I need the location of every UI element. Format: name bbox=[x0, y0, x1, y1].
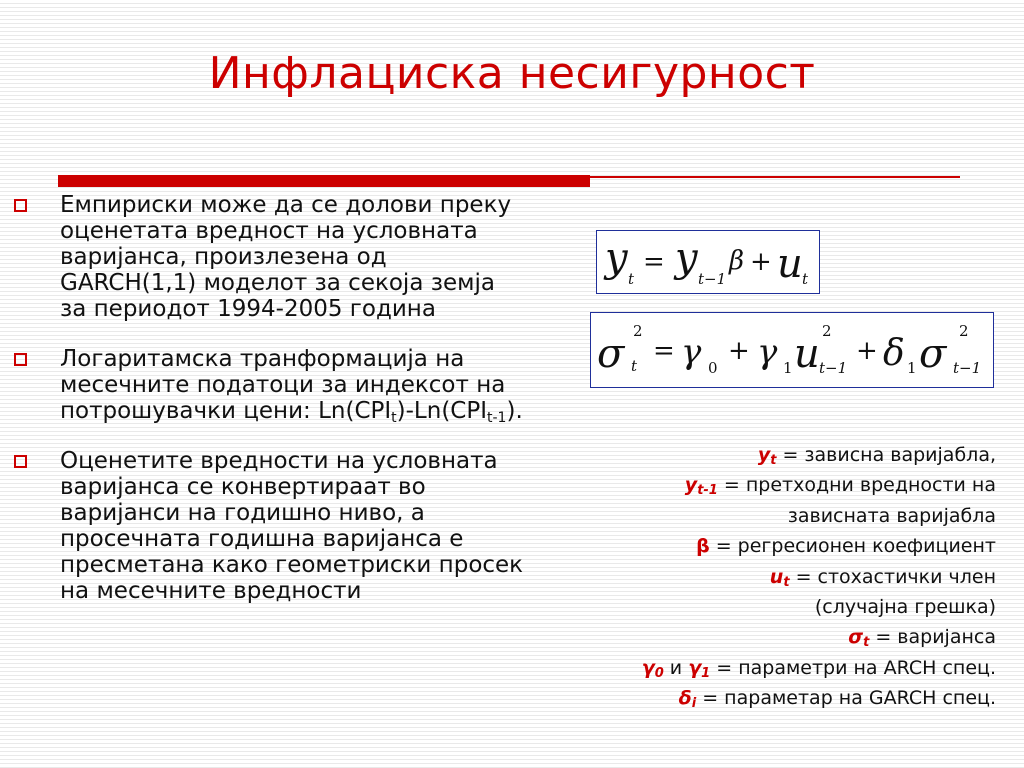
eq-symbol: y bbox=[605, 235, 628, 281]
eq-subscript: t−1 bbox=[819, 359, 848, 377]
legend-symbol-sub: t bbox=[863, 635, 870, 651]
legend-symbol bbox=[642, 657, 664, 679]
eq-subscript: t bbox=[631, 357, 638, 375]
eq-subscript: 0 bbox=[708, 359, 718, 377]
legend-desc: (случајна грешка) bbox=[814, 596, 996, 619]
symbol-legend bbox=[536, 440, 996, 714]
legend-row-continuation bbox=[536, 501, 996, 531]
legend-symbol-sub: t-1 bbox=[697, 483, 718, 499]
eq-symbol: γ bbox=[757, 332, 778, 372]
eq-symbol: u bbox=[794, 331, 820, 377]
eq-symbol: σ bbox=[597, 331, 625, 377]
legend-row-continuation bbox=[536, 592, 996, 622]
eq-subscript: 1 bbox=[783, 359, 793, 377]
legend-row-ut bbox=[536, 562, 996, 592]
legend-symbol-text: u bbox=[769, 565, 784, 588]
title-underline-thick bbox=[58, 175, 590, 187]
eq-operator: = bbox=[643, 247, 665, 277]
legend-symbol-sub: t bbox=[770, 453, 777, 468]
legend-symbol bbox=[758, 444, 777, 466]
eq-subscript: t−1 bbox=[698, 270, 727, 288]
legend-symbol: β bbox=[696, 535, 710, 558]
legend-symbol-sub: 1 bbox=[701, 665, 711, 681]
eq-operator: = bbox=[653, 336, 675, 366]
legend-symbol-text: y bbox=[757, 444, 771, 466]
bullet-text-part: Логаритамска транформација на месечните податоци за индексот на потрошувачки цени: Ln(CPI bbox=[60, 346, 506, 424]
eq-symbol: γ bbox=[681, 332, 702, 372]
legend-symbol-sub: i bbox=[691, 696, 697, 712]
bullet-list bbox=[14, 192, 524, 604]
variance-equation bbox=[591, 313, 993, 387]
bullet-text: Емпириски може да се долови преку оценетата вредност на условната варијанса, произлезена од GARCH(1,1) моделот за секоја земја за периодот 1994-2005 година bbox=[60, 192, 512, 322]
mean-equation bbox=[597, 231, 819, 293]
legend-row-yt bbox=[536, 440, 996, 470]
square-bullet-icon bbox=[14, 353, 27, 366]
legend-desc: зависната варијабла bbox=[787, 504, 996, 527]
eq-superscript: 2 bbox=[822, 322, 832, 340]
variance-equation-box bbox=[590, 312, 994, 388]
legend-symbol bbox=[770, 566, 790, 588]
legend-symbol-sub: t bbox=[783, 574, 790, 590]
eq-subscript: 1 bbox=[907, 359, 917, 377]
eq-symbol: β bbox=[729, 246, 745, 276]
legend-desc: = варијанса bbox=[869, 626, 996, 649]
bullet-item-annual-variance bbox=[14, 448, 524, 604]
eq-operator: + bbox=[750, 247, 772, 277]
title-underline-thin bbox=[590, 176, 960, 178]
eq-symbol: y bbox=[675, 235, 698, 281]
eq-subscript: t−1 bbox=[953, 359, 982, 377]
subscript: t bbox=[391, 410, 397, 426]
legend-symbol-sub: 0 bbox=[654, 665, 664, 681]
eq-superscript: 2 bbox=[633, 322, 643, 340]
bullet-item-log-transform bbox=[14, 346, 524, 424]
legend-desc: = регресионен коефициент bbox=[709, 535, 996, 558]
legend-row-delta bbox=[536, 683, 996, 713]
eq-subscript: t bbox=[802, 270, 809, 288]
eq-symbol: u bbox=[777, 241, 803, 287]
square-bullet-icon bbox=[14, 455, 27, 468]
legend-desc: = стохастички член bbox=[789, 565, 996, 588]
eq-symbol: δ bbox=[883, 333, 905, 374]
legend-row-yt-1 bbox=[536, 470, 996, 500]
legend-symbol-text: δ bbox=[678, 687, 692, 710]
legend-row-sigma bbox=[536, 622, 996, 652]
eq-operator: + bbox=[728, 336, 750, 366]
legend-symbol bbox=[848, 626, 870, 651]
bullet-text-part: )-Ln(CPI bbox=[396, 398, 488, 424]
legend-symbol bbox=[678, 687, 697, 712]
legend-desc: = параметри на ARCH спец. bbox=[710, 656, 996, 679]
legend-desc: = претходни вредности на bbox=[717, 474, 996, 497]
legend-row-beta bbox=[536, 531, 996, 561]
legend-desc: = зависна варијабла, bbox=[776, 444, 996, 466]
legend-symbol-text: у bbox=[684, 474, 698, 497]
subscript: t-1 bbox=[487, 410, 507, 426]
mean-equation-box bbox=[596, 230, 820, 294]
bullet-text: Оценетите вредности на условната варијанса се конвертираат во варијанси на годишно ниво, а просечната годишна варијанса е пресметана како геометриски просек на месечните вредности bbox=[60, 448, 524, 604]
legend-desc: = параметар на GARCH спец. bbox=[696, 687, 996, 710]
eq-superscript: 2 bbox=[959, 322, 969, 340]
legend-row-gamma bbox=[536, 653, 996, 683]
legend-symbol-text: σ bbox=[848, 626, 864, 649]
eq-operator: + bbox=[856, 336, 878, 366]
legend-conjunction: и bbox=[663, 656, 689, 679]
bullet-item-garch bbox=[14, 192, 524, 322]
legend-symbol bbox=[688, 657, 710, 679]
square-bullet-icon bbox=[14, 199, 27, 212]
legend-symbol-text: γ bbox=[688, 656, 702, 679]
eq-symbol: σ bbox=[919, 331, 947, 377]
eq-subscript: t bbox=[628, 270, 635, 288]
slide-title: Инфлациска несигурност bbox=[208, 48, 816, 99]
bullet-text-part: ). bbox=[506, 398, 523, 424]
legend-symbol-text: γ bbox=[641, 656, 655, 679]
legend-symbol bbox=[684, 474, 718, 499]
bullet-text bbox=[60, 346, 524, 424]
